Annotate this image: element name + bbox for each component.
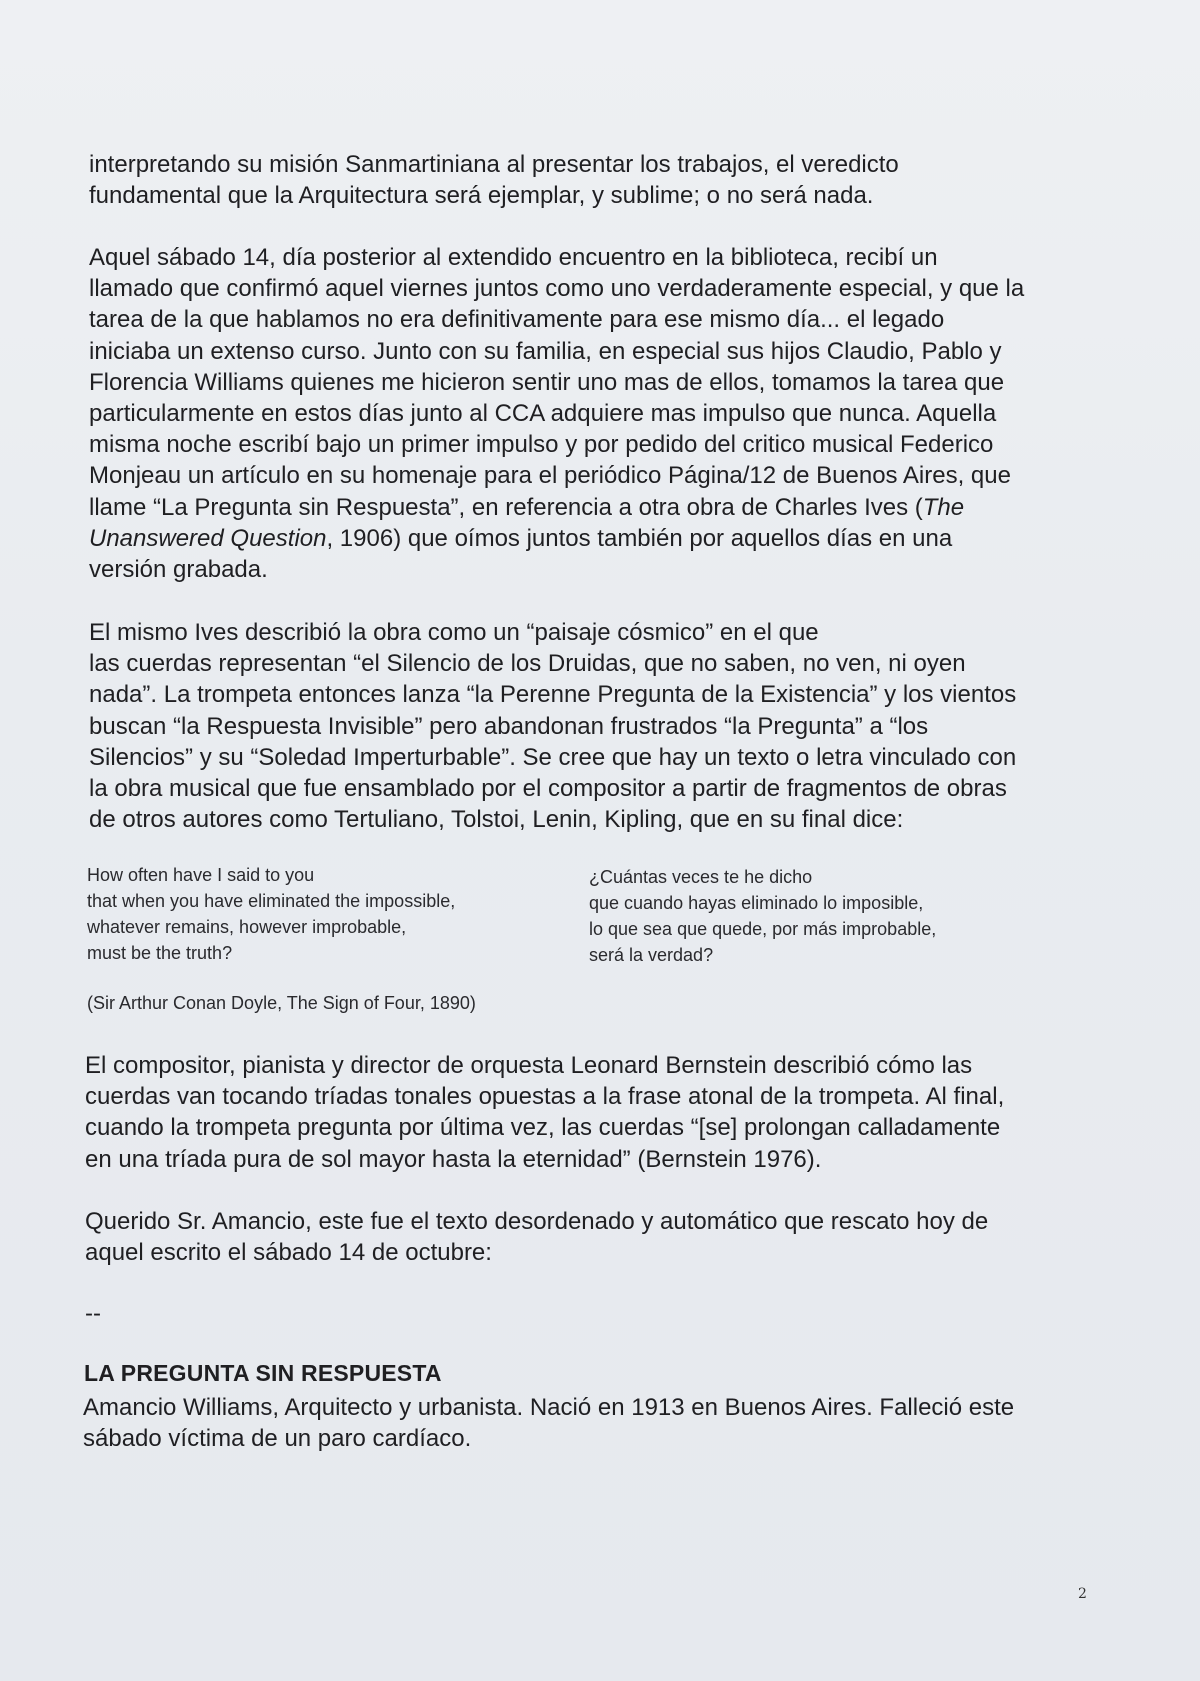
- text-line: la obra musical que fue ensamblado por el compositor a partir de fragmentos de obras: [89, 775, 1007, 803]
- text-line: [89, 492, 1114, 523]
- text-line: Monjeau un artículo en su homenaje para el periódico Página/12 de Buenos Aires, que: [89, 462, 1011, 490]
- quote-line: que cuando hayas eliminado lo imposible,: [589, 893, 924, 913]
- paragraph-obituary: [83, 1392, 1108, 1454]
- quote-line: must be the truth?: [87, 943, 233, 963]
- text-line: Aquel sábado 14, día posterior al extendido encuentro en la biblioteca, recibí un: [89, 244, 938, 271]
- page-number: 2: [1078, 1586, 1087, 1602]
- quote-spanish: [589, 864, 1069, 968]
- text-line: de otros autores como Tertuliano, Tolstoi, Lenin, Kipling, que en su final dice:: [89, 806, 904, 834]
- text-line: [89, 523, 1114, 554]
- text-line: cuando la trompeta pregunta por última vez, las cuerdas “[se] prolongan calladamente: [85, 1114, 1001, 1142]
- text-line: en una tríada pura de sol mayor hasta la eternidad” (Bernstein 1976).: [85, 1145, 822, 1173]
- text-segment: , 1906) que oímos juntos también por aquellos días en una: [326, 524, 953, 552]
- quote-line: ¿Cuántas veces te he dicho: [589, 867, 813, 887]
- italic-title: The: [922, 493, 965, 521]
- text-line: interpretando su misión Sanmartiniana al presentar los trabajos, el veredicto: [89, 151, 899, 178]
- text-line: buscan “la Respuesta Invisible” pero abandonan frustrados “la Pregunta” a “los: [89, 712, 929, 740]
- text-line: aquel escrito el sábado 14 de octubre:: [85, 1239, 492, 1267]
- paragraph-ives-description: [89, 617, 1114, 835]
- text-line: Florencia Williams quienes me hicieron sentir uno mas de ellos, tomamos la tarea que: [89, 368, 1005, 396]
- text-line: Silencios” y su “Soledad Imperturbable”. Se cree que hay un texto o letra vinculado con: [89, 743, 1017, 771]
- italic-title: Unanswered Question: [89, 524, 327, 552]
- text-line: iniciaba un extenso curso. Junto con su familia, en especial sus hijos Claudio, Pablo y: [89, 337, 1002, 365]
- quote-line: whatever remains, however improbable,: [87, 917, 407, 937]
- quote-citation: (Sir Arthur Conan Doyle, The Sign of Four, 1890): [87, 993, 476, 1013]
- separator: --: [85, 1300, 101, 1327]
- text-line: misma noche escribí bajo un primer impulso y por pedido del critico musical Federico: [89, 431, 994, 459]
- text-line: particularmente en estos días junto al CCA adquiere mas impulso que nunca. Aquella: [89, 400, 997, 428]
- text-line: sábado víctima de un paro cardíaco.: [83, 1425, 472, 1453]
- quote-english: [87, 862, 567, 966]
- text-line: versión grabada.: [89, 556, 268, 584]
- quote-line: How often have I said to you: [87, 865, 315, 885]
- paragraph-saturday-call: [89, 242, 1114, 585]
- text-line: Amancio Williams, Arquitecto y urbanista. Nació en 1913 en Buenos Aires. Falleció este: [83, 1394, 1015, 1421]
- text-line: llamado que confirmó aquel viernes juntos como uno verdaderamente especial, y que la: [89, 275, 1025, 303]
- text-line: cuerdas van tocando tríadas tonales opuestas a la frase atonal de la trompeta. Al final,: [85, 1083, 1005, 1111]
- text-line: las cuerdas representan “el Silencio de los Druidas, que no saben, no ven, ni oyen: [89, 650, 966, 678]
- text-line: Querido Sr. Amancio, este fue el texto desordenado y automático que rescato hoy de: [85, 1208, 989, 1235]
- text-line: El compositor, pianista y director de orquesta Leonard Bernstein describió cómo las: [85, 1052, 973, 1079]
- text-line: El mismo Ives describió la obra como un “paisaje cósmico” en el que: [89, 619, 819, 646]
- text-line: fundamental que la Arquitectura será ejemplar, y sublime; o no será nada.: [89, 182, 874, 210]
- text-line: tarea de la que hablamos no era definitivamente para ese mismo día... el legado: [89, 306, 945, 334]
- quote-line: será la verdad?: [589, 945, 714, 965]
- paragraph-bernstein: [85, 1050, 1110, 1175]
- quote-line: lo que sea que quede, por más improbable,: [589, 919, 937, 939]
- quote-line: that when you have eliminated the impossible,: [87, 891, 456, 911]
- paragraph-intro: [89, 149, 1114, 211]
- article-heading: LA PREGUNTA SIN RESPUESTA: [84, 1360, 442, 1386]
- paragraph-letter: [85, 1206, 1110, 1268]
- text-line: nada”. La trompeta entonces lanza “la Perenne Pregunta de la Existencia” y los vientos: [89, 681, 1017, 709]
- text-segment: llame “La Pregunta sin Respuesta”, en referencia a otra obra de Charles Ives (: [89, 493, 923, 521]
